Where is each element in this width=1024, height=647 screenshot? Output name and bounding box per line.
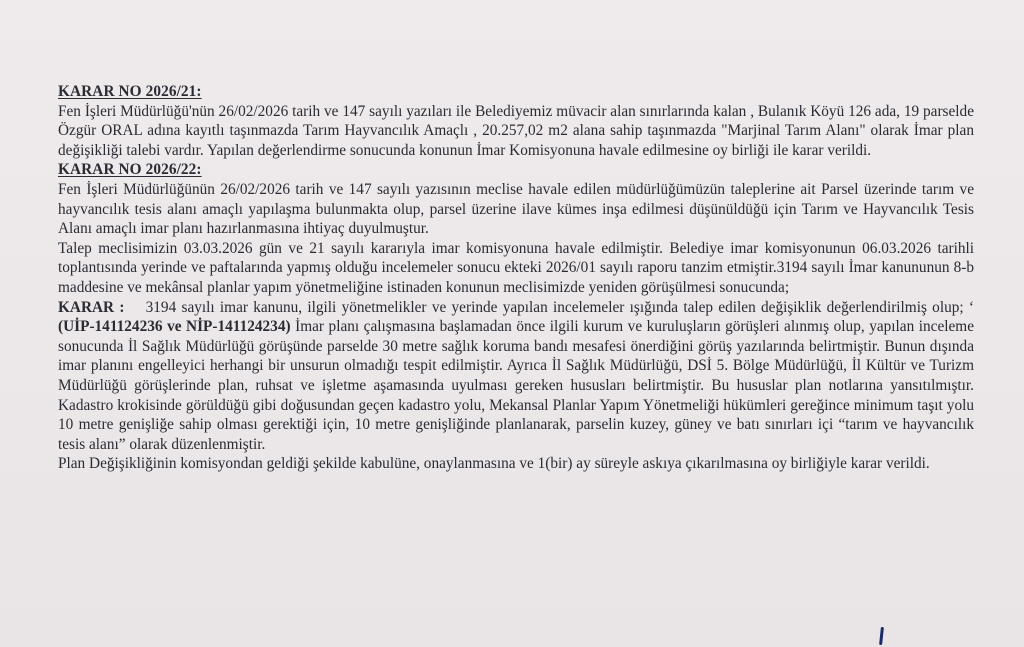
plan-codes: (UİP-141124236 ve NİP-141124234)	[58, 318, 291, 336]
decision-paragraph-commission: Talep meclisimizin 03.03.2026 gün ve 21 sayılı kararıyla imar komisyonuna havale edilmiştir. Belediye imar komisyonunun 06.03.2026 tarihli toplantısında yerinde ve paftalarında yapmış olduğu incelemeler sonucu ekteki 2026/01 sayılı raporu tanzim etmiştir.3194 sayılı İmar kanununun 8-b maddesine ve mekânsal planlar yapım yönetmeliğine istinaden konunun meclisimizde yeniden görüşülmesi sonucunda;	[58, 239, 974, 296]
decision-heading-2026-21: KARAR NO 2026/21:	[58, 83, 202, 100]
decision-paragraph-request: Fen İşleri Müdürlüğünün 26/02/2026 tarih ve 147 sayılı yazısının meclise havale edilen müdürlüğümüzün taleplerine ait Parsel üzerinde tarım ve hayvancılık tesis alanı amaçlı yapılaşma bulunmakta olup, parsel üzerine ilave kümes inşa edilmesi düşünüldüğü için Tarım ve Hayvancılık Tesis Alanı amaçlı imar planı hazırlanmasına ihtiyaç duyulmuştur.	[58, 180, 974, 238]
decision-heading-2026-22: KARAR NO 2026/22:	[58, 161, 202, 179]
pen-mark	[879, 627, 884, 645]
karar-text-body: İmar planı çalışmasına başlamadan önce ilgili kurum ve kuruluşların görüşleri alınmış olup, yapılan inceleme sonucunda İl Sağlık Müdürlüğü görüşünde parselde 30 metre sağlık koruma bandı mesafesi önerdiğini görüş yazılarında belirtmiştir. Bunun dışında imar planını engelleyici herhangi bir unsurun olmadığı tespit edilmiştir. Ayrıca İl Sağlık Müdürlüğü, DSİ 5. Bölge Müdürlüğü, İl Kültür ve Turizm Müdürlüğü görüşlerinde plan, ruhsat ve işletme aşamasında uyulması gereken hususları belirtmiştir. Bu hususlar plan notlarına yansıtılmıştır. Kadastro krokisinde görüldüğü gibi doğusundan geçen kadastro yolu, Mekansal Planlar Yapım Yönetmeliği hükümleri gereğince minimum taşıt yolu 10 metre genişliğe sahip olması gerektiği için, 10 metre genişliğinde planlanarak, parselin kuzey, güney ve batı sınırları içi “tarım ve hayvancılık tesis alanı” olarak düzenlenmiştir.	[58, 318, 974, 453]
decision-document	[58, 82, 974, 474]
decision-closing: Plan Değişikliğinin komisyondan geldiği şekilde kabulüne, onaylanmasına ve 1(bir) ay süreyle askıya çıkarılmasına oy birliğiyle karar verildi.	[58, 455, 930, 473]
karar-label: KARAR :	[58, 298, 125, 316]
decision-body-2026-21: Fen İşleri Müdürlüğü'nün 26/02/2026 tarih ve 147 sayılı yazıları ile Belediyemiz müvacir alan sınırlarında kalan , Bulanık Köyü 126 ada, 19 parselde Özgür ORAL adına kayıtlı taşınmazda Tarım Hayvancılık Amaçlı , 20.257,02 m2 alana sahip taşınmazda "Marjinal Tarım Alanı" olarak İmar plan değişikliği talebi vardır. Yapılan değerlendirme sonucunda konunun İmar Komisyonuna havale edilmesine oy birliği ile karar verildi.	[58, 102, 974, 159]
karar-text-intro: 3194 sayılı imar kanunu, ilgili yönetmelikler ve yerinde yapılan incelemeler ışığında talep edilen değişiklik değerlendirilmiş olup; ‘	[145, 298, 975, 316]
decision-paragraph-karar	[58, 298, 974, 455]
